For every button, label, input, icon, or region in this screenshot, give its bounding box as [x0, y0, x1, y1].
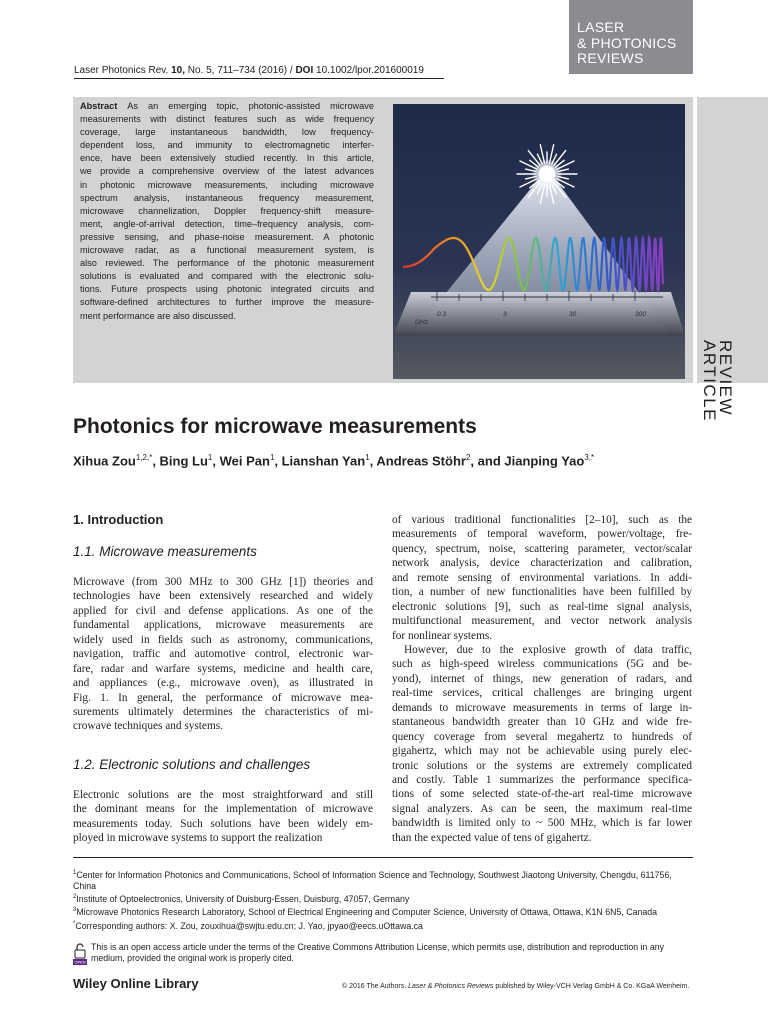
paragraph-microwave-measurements	[73, 575, 373, 734]
author-affiliation: 1	[207, 453, 213, 462]
abstract-line: measurements with distinct features such as wide frequency	[80, 114, 374, 125]
light-source-core	[539, 166, 555, 182]
journal-name-line-2: & PHOTONICS	[577, 35, 677, 51]
abstract-line: in photonic microwave measurements, including microwave	[80, 179, 374, 190]
text-line: gigahertz, which may not be achievable using purely elec-	[392, 745, 692, 758]
journal-name-line-1: LASER	[577, 19, 625, 35]
abstract-line: also reviewed. The performance of the photonic measurement	[80, 258, 374, 269]
abstract-line: dependent loss, and immunity to electromagnetic interfer-	[80, 140, 374, 151]
text-line: Microwave (from 300 MHz to 300 GHz [1]) theories and	[73, 576, 373, 588]
text-line: network analysis, device characterization and calibration,	[392, 557, 692, 570]
paragraph-traditional-functionalities	[392, 513, 692, 643]
author-name: , and Jianping Yao	[470, 453, 585, 469]
tick-label-2: 30	[569, 311, 577, 318]
citation-rule	[74, 78, 444, 79]
article-type-line-1: REVIEW	[716, 340, 735, 417]
citation-issue-pages: No. 5, 711–734 (2016) /	[187, 65, 293, 76]
text-line: signal analyzers. As can be seen, the maximum real-time	[392, 802, 692, 815]
author-affiliation: 1	[269, 453, 275, 462]
text-line: demands to microwave measurements in terms of large in-	[392, 701, 692, 714]
text-line: the dominant means for the implementation of microwave	[73, 803, 373, 816]
text-line: and appliances (e.g., microwave oven), as illustrated in	[73, 677, 373, 690]
abstract-line: software-defined architectures to further improve the measure-	[80, 297, 374, 308]
author-affiliation: 1	[365, 453, 370, 462]
text-line: yond), internet of things, new generation of radars, and	[392, 672, 692, 685]
text-line: quency coverage from several megahertz to hundreds of	[392, 730, 692, 743]
author-name: Xihua Zou	[73, 453, 136, 469]
article-type-line-2: ARTICLE	[700, 340, 719, 422]
abstract-line: solutions is evaluated and compared with the electronic solu-	[80, 271, 374, 282]
text-line: measurements today. Such solutions have been widely em-	[73, 817, 373, 830]
text-line: However, due to the explosive growth of data traffic,	[404, 644, 692, 656]
abstract-line: ment, angle-of-arrival detection, time–frequency analysis, com-	[80, 218, 374, 229]
citation-doi-label: DOI	[295, 65, 314, 76]
tick-label-3: 300	[635, 311, 646, 318]
article-title: Photonics for microwave measurements	[73, 415, 477, 438]
text-line: widely used in fields such as astronomy, communications,	[73, 633, 373, 646]
citation-doi[interactable]: 10.1002/lpor.201600019	[316, 65, 424, 76]
tick-label-1: 3	[503, 311, 507, 318]
text-line: bandwidth is limited only to ~ 500 MHz, which is far lower	[392, 817, 692, 830]
author-name: , Andreas Stöhr	[369, 453, 466, 469]
wiley-online-library[interactable]: Wiley Online Library	[73, 976, 199, 991]
journal-logo-box	[569, 0, 693, 74]
footnote-rule	[73, 857, 693, 858]
section-heading-introduction: 1. Introduction	[73, 512, 164, 527]
abstract-line: ence, have been extensively studied recently. In this article,	[80, 153, 374, 164]
text-line: tion, a number of new functionalities have been fulfilled by	[392, 586, 692, 599]
text-line: of various traditional functionalities [2–10], such as the	[392, 514, 692, 526]
abstract-line: microwave channelization, Doppler frequency-shift measure-	[80, 205, 374, 216]
frequency-unit: GHz	[415, 319, 428, 326]
text-line: applied for civil and defense applications. As one of the	[73, 604, 373, 617]
journal-name-line-3: REVIEWS	[577, 50, 644, 66]
author-affiliation: 2	[465, 453, 471, 462]
abstract-line: microwave radar, as a functional measurement system, is	[80, 245, 374, 256]
text-line: fundamental applications, microwave measurements are	[73, 619, 373, 632]
text-line: Fig. 1. In general, the performance of microwave mea-	[73, 691, 373, 704]
subsection-heading-microwave-measurements: 1.1. Microwave measurements	[73, 544, 257, 559]
abstract-line: we provide a comprehensive overview of the latest advances	[80, 166, 374, 177]
text-line: fare, radar and warfare systems, medicine and health care,	[73, 662, 373, 675]
text-line: surements ultimately determines the characteristics of mi-	[73, 705, 373, 718]
paragraph-challenges	[392, 643, 692, 845]
abstract-line: coverage, large instantaneous bandwidth, low frequency-	[80, 127, 374, 138]
open-access-icon	[73, 943, 87, 965]
abstract-text	[80, 100, 374, 323]
citation-line	[74, 65, 424, 76]
text-line: crowave techniques and systems.	[73, 720, 223, 733]
text-line: for nonlinear systems.	[392, 629, 493, 642]
footnote: $^2$Institute of Optoelectronics, University of Duisburg-Essen, Duisburg, 47057, Germany	[73, 894, 410, 905]
author-name: , Wei Pan	[212, 453, 270, 469]
footnotes	[73, 868, 695, 932]
text-line: ployed in microwave systems to support the realization	[73, 832, 323, 845]
footnote: *Corresponding authors: X. Zou, zouxihua@swjtu.edu.cn; J. Yao, jpyao@eecs.uOttawa.ca	[73, 920, 423, 931]
article-type-label	[701, 340, 733, 422]
copyright-line	[342, 983, 689, 990]
author-affiliation: 3,*	[584, 453, 595, 462]
author-list	[73, 453, 594, 468]
text-line: tronic solutions or the systems are extremely complicated	[392, 759, 692, 772]
author-affiliation: 1,2,*	[135, 453, 153, 462]
text-line: navigation, traffic and automotive control, electronic war-	[73, 648, 373, 661]
text-line: real-time services, critical challenges are bringing urgent	[392, 687, 692, 700]
text-line: and costly. Table 1 summarizes the performance specifica-	[392, 773, 692, 786]
author-name: , Bing Lu	[152, 453, 208, 469]
copyright-journal: Laser & Photonics Reviews	[408, 983, 494, 990]
text-line: stantaneous bandwidth greater than 10 GHz and wide fre-	[392, 716, 692, 729]
abstract-figure	[393, 104, 685, 379]
abstract-line: Abstract As an emerging topic, photonic-assisted microwave	[80, 101, 374, 111]
text-line: and remote sensing of environmental variations. In addi-	[392, 571, 692, 584]
copyright-post: published by Wiley-VCH Verlag GmbH & Co. KGaA Weinheim.	[495, 983, 690, 990]
abstract-line: spectrum analysis, instantaneous frequency measurement,	[80, 192, 374, 203]
text-line: quency, spectrum, noise, scattering parameter, vector/scalar	[392, 542, 692, 555]
text-line: measurements of temporal waveform, power/voltage, fre-	[392, 528, 692, 541]
footnote: $^1$Center for Information Photonics and Communications, School of Information Science and Technology, Southwest Jiaotong University, Chengdu, 611756, China	[73, 869, 672, 892]
paragraph-electronic-solutions	[73, 788, 373, 846]
abstract-line: ment performance are also discussed.	[80, 310, 236, 321]
subsection-heading-electronic-solutions: 1.2. Electronic solutions and challenges	[73, 757, 311, 772]
text-line: Electronic solutions are the most straightforward and still	[73, 789, 373, 801]
tick-label-0: 0.3	[437, 311, 447, 318]
text-line: multifunctional measurement, and vector network analysis	[392, 615, 692, 628]
author-name: , Lianshan Yan	[274, 453, 366, 469]
abstract-line: pressive sensing, and phase-noise measurement. A photonic	[80, 231, 374, 242]
text-line: such as high-speed wireless communications (5G and be-	[392, 658, 692, 671]
text-line: technologies have been extensively researched and widely	[73, 590, 373, 603]
text-line: than the expected value of tens of gigahertz.	[392, 831, 592, 844]
abstract-line: tions. Future prospects using photonic integrated circuits and	[80, 284, 374, 295]
citation-journal: Laser Photonics Rev.	[74, 65, 169, 76]
text-line: tions of some selected state-of-the-art real-time microwave	[392, 788, 692, 801]
text-line: electronic solutions [9], such as real-time signal analysis,	[392, 600, 692, 613]
footnote: $^3$Microwave Photonics Research Laboratory, School of Electrical Engineering and Computer Science, University of Ottawa, Ottawa, K1N 6N5, Canada	[73, 907, 658, 918]
copyright-pre: © 2016 The Authors.	[342, 983, 407, 990]
open-access-label: OPEN	[74, 959, 86, 965]
open-access-statement: This is an open access article under the terms of the Creative Commons Attribution License, which permits use, distribution and reproduction in any medium, provided the original work is properly cited.	[91, 942, 665, 964]
abstract-label: Abstract	[80, 101, 128, 111]
citation-volume: 10,	[171, 65, 185, 76]
